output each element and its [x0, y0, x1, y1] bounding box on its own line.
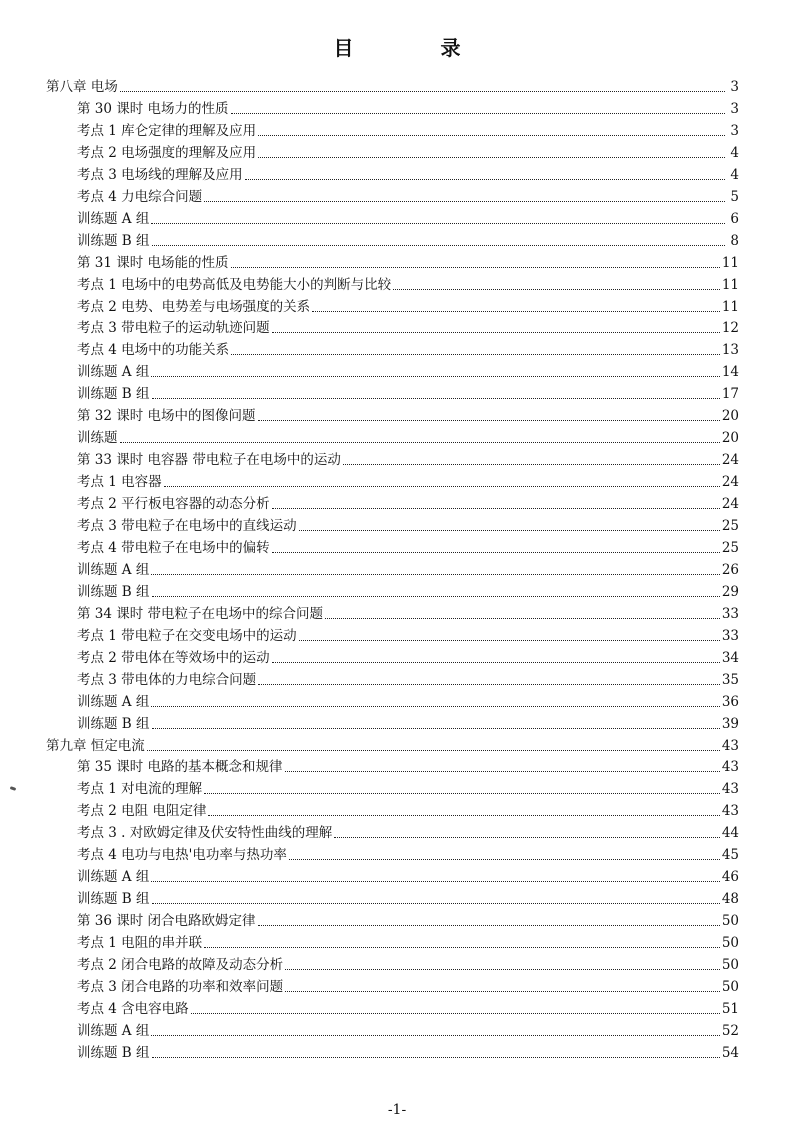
toc-entry-item	[77, 358, 739, 380]
toc-entry-label: 考点 1 电场中的电势高低及电势能大小的判断与比较	[77, 276, 392, 293]
toc-entry-page-number: 39	[721, 715, 739, 732]
toc-entry-page-number: 20	[721, 430, 739, 447]
toc-entry-item	[77, 556, 739, 578]
toc-dot-leader	[204, 947, 720, 948]
toc-entry-item	[77, 929, 739, 951]
toc-entry-label: 训练题	[77, 430, 118, 447]
toc-entry-item	[77, 161, 739, 183]
toc-entry-page-number: 48	[721, 891, 739, 908]
toc-dot-leader	[393, 289, 720, 290]
toc-entry-item	[77, 205, 739, 227]
toc-dot-leader	[299, 530, 720, 531]
toc-entry-label: 训练题 A 组	[77, 869, 150, 886]
toc-entry-label: 训练题 A 组	[77, 693, 150, 710]
toc-entry-page-number: 3	[730, 100, 739, 117]
toc-entry-page-number: 35	[721, 671, 739, 688]
toc-entry-label: 考点 3 闭合电路的功率和效率问题	[77, 978, 284, 995]
toc-dot-leader	[151, 881, 719, 882]
toc-dot-leader	[258, 925, 720, 926]
toc-entry-page-number: 3	[730, 122, 739, 139]
toc-entry-item	[77, 819, 739, 841]
toc-entry-label: 第九章 恒定电流	[46, 737, 145, 754]
toc-entry-item	[77, 293, 739, 315]
toc-entry-label: 训练题 B 组	[77, 232, 150, 249]
toc-entry-label: 训练题 A 组	[77, 1022, 150, 1039]
toc-dot-leader	[152, 596, 720, 597]
toc-entry-item	[77, 710, 739, 732]
toc-entry-item	[77, 183, 739, 205]
toc-entry-page-number: 50	[721, 913, 739, 930]
toc-dot-leader	[152, 1057, 720, 1058]
toc-entry-label: 考点 2 电阻 电阻定律	[77, 803, 207, 820]
toc-dot-leader	[312, 311, 720, 312]
toc-entry-label: 考点 2 电场强度的理解及应用	[77, 144, 257, 161]
toc-entry-label: 训练题 B 组	[77, 891, 150, 908]
toc-entry-item	[77, 227, 739, 249]
toc-entry-page-number: 24	[721, 496, 739, 513]
toc-entry-label: 第八章 电场	[46, 79, 118, 95]
toc-entry-page-number: 46	[721, 869, 739, 886]
toc-entry-item	[77, 973, 739, 995]
toc-dot-leader	[272, 552, 720, 553]
toc-entry-item	[77, 666, 739, 688]
toc-entry-page-number: 33	[721, 627, 739, 644]
toc-entry-lesson	[77, 249, 739, 271]
toc-entry-page-number: 20	[721, 408, 739, 425]
toc-entry-label: 第 32 课时 电场中的图像问题	[77, 408, 256, 425]
toc-entry-page-number: 52	[721, 1022, 739, 1039]
toc-dot-leader	[343, 464, 720, 465]
toc-entry-lesson	[77, 600, 739, 622]
toc-entry-item	[77, 644, 739, 666]
toc-dot-leader	[258, 157, 725, 158]
toc-entry-page-number: 12	[721, 320, 739, 337]
toc-dot-leader	[231, 113, 725, 114]
toc-entry-label: 考点 2 带电体在等效场中的运动	[77, 649, 270, 666]
toc-entry-page-number: 24	[721, 474, 739, 491]
toc-entry-page-number: 34	[721, 649, 739, 666]
toc-entry-item	[77, 336, 739, 358]
toc-dot-leader	[151, 1035, 719, 1036]
toc-entry-item	[77, 622, 739, 644]
toc-entry-page-number: 29	[721, 583, 739, 600]
toc-dot-leader	[272, 662, 720, 663]
toc-entry-label: 训练题 B 组	[77, 386, 150, 403]
toc-dot-leader	[299, 640, 720, 641]
toc-dot-leader	[272, 508, 720, 509]
toc-dot-leader	[152, 398, 720, 399]
toc-entry-label: 第 36 课时 闭合电路欧姆定律	[77, 913, 256, 930]
toc-dot-leader	[164, 486, 720, 487]
toc-entry-label: 第 31 课时 电场能的性质	[77, 254, 229, 271]
toc-dot-leader	[204, 201, 725, 202]
toc-dot-leader	[208, 815, 719, 816]
toc-entry-item	[77, 995, 739, 1017]
toc-dot-leader	[258, 684, 720, 685]
toc-entry-page-number: 50	[721, 957, 739, 973]
toc-entry-item	[77, 863, 739, 885]
toc-dot-leader	[258, 420, 720, 421]
toc-entry-page-number: 24	[721, 452, 739, 469]
toc-dot-leader	[151, 376, 719, 377]
toc-entry-chapter	[46, 73, 739, 95]
toc-entry-item	[77, 951, 739, 973]
toc-entry-page-number: 8	[730, 232, 739, 249]
toc-entry-item	[77, 534, 739, 556]
toc-entry-item	[77, 380, 739, 402]
toc-entry-chapter	[46, 732, 739, 754]
toc-entry-page-number: 43	[721, 759, 739, 776]
toc-entry-label: 训练题 B 组	[77, 715, 150, 732]
toc-entry-page-number: 54	[721, 1044, 739, 1061]
toc-dot-leader	[151, 574, 719, 575]
toc-entry-page-number: 11	[721, 276, 739, 293]
toc-entry-item	[77, 117, 739, 139]
toc-entry-page-number: 51	[721, 1000, 739, 1017]
toc-dot-leader	[231, 354, 720, 355]
toc-dot-leader	[272, 332, 720, 333]
toc-entry-page-number: 13	[721, 342, 739, 359]
toc-entry-page-number: 50	[721, 935, 739, 952]
toc-dot-leader	[152, 245, 725, 246]
scan-speck	[10, 786, 17, 791]
toc-dot-leader	[325, 618, 720, 619]
toc-entry-page-number: 25	[721, 539, 739, 556]
toc-dot-leader	[285, 991, 720, 992]
toc-entry-page-number: 45	[721, 847, 739, 864]
toc-entry-item	[77, 775, 739, 797]
toc-entry-page-number: 4	[730, 166, 739, 183]
toc-entry-item	[77, 490, 739, 512]
toc-dot-leader	[151, 706, 719, 707]
toc-entry-item	[77, 468, 739, 490]
toc-entry-label: 训练题 B 组	[77, 1044, 150, 1061]
toc-entry-page-number: 4	[730, 144, 739, 161]
toc-entry-item	[77, 314, 739, 336]
toc-entry-label: 考点 3 电场线的理解及应用	[77, 166, 243, 183]
toc-dot-leader	[191, 1013, 720, 1014]
toc-entry-label: 第 35 课时 电路的基本概念和规律	[77, 759, 283, 776]
toc-entry-item	[77, 512, 739, 534]
toc-dot-leader	[152, 728, 720, 729]
toc-entry-page-number: 3	[730, 79, 739, 95]
toc-dot-leader	[285, 969, 720, 970]
toc-dot-leader	[204, 793, 720, 794]
toc-entry-label: 考点 1 带电粒子在交变电场中的运动	[77, 627, 297, 644]
toc-entry-label: 考点 2 闭合电路的故障及动态分析	[77, 957, 284, 973]
toc-entry-page-number: 43	[721, 737, 739, 754]
toc-entry-page-number: 43	[721, 781, 739, 798]
toc-entry-label: 考点 4 电场中的功能关系	[77, 342, 230, 359]
toc-entry-label: 考点 4 含电容电路	[77, 1000, 189, 1017]
toc-entry-page-number: 14	[721, 364, 739, 381]
toc-entry-lesson	[77, 95, 739, 117]
toc-dot-leader	[147, 750, 720, 751]
toc-dot-leader	[231, 267, 720, 268]
toc-entry-page-number: 17	[721, 386, 739, 403]
toc-entry-label: 考点 3 带电粒子在电场中的直线运动	[77, 518, 297, 534]
toc-entry-label: 考点 1 库仑定律的理解及应用	[77, 122, 257, 139]
toc-entry-page-number: 25	[721, 518, 739, 534]
toc-entry-page-number: 44	[721, 825, 739, 842]
toc-dot-leader	[258, 135, 725, 136]
toc-entry-item	[77, 1039, 739, 1061]
toc-entry-item	[77, 688, 739, 710]
toc-dot-leader	[151, 223, 725, 224]
toc-entry-item	[77, 797, 739, 819]
toc-entry-label: 第 33 课时 电容器 带电粒子在电场中的运动	[77, 452, 341, 469]
toc-entry-lesson	[77, 907, 739, 929]
toc-entry-item	[77, 271, 739, 293]
toc-entry-lesson	[77, 753, 739, 775]
toc-dot-leader	[245, 179, 725, 180]
toc-dot-leader	[120, 91, 725, 92]
toc-entry-page-number: 5	[730, 188, 739, 205]
toc-entry-label: 第 30 课时 电场力的性质	[77, 100, 229, 117]
page-number-footer: -1-	[387, 1102, 407, 1118]
toc-entry-lesson	[77, 402, 739, 424]
toc-entry-label: 第 34 课时 带电粒子在电场中的综合问题	[77, 605, 324, 622]
toc-entry-page-number: 50	[721, 978, 739, 995]
toc-entry-page-number: 11	[721, 298, 739, 315]
toc-entry-label: 训练题 A 组	[77, 364, 150, 381]
toc-entry-item	[77, 578, 739, 600]
toc-entry-label: 考点 1 对电流的理解	[77, 781, 203, 798]
toc-entry-page-number: 26	[721, 561, 739, 578]
toc-entry-label: 考点 4 电功与电热'电功率与热功率	[77, 847, 287, 864]
toc-entry-label: 考点 1 电阻的串并联	[77, 935, 203, 952]
toc-entry-label: 考点 2 平行板电容器的动态分析	[77, 496, 270, 513]
toc-dot-leader	[289, 859, 720, 860]
toc-entry-label: 考点 3 带电粒子的运动轨迹问题	[77, 320, 270, 337]
toc-dot-leader	[120, 442, 720, 443]
toc-entry-item	[77, 885, 739, 907]
toc-entry-label: 训练题 A 组	[77, 561, 150, 578]
toc-entry-item	[77, 841, 739, 863]
toc-entry-page-number: 11	[721, 254, 739, 271]
toc-entry-page-number: 33	[721, 605, 739, 622]
toc-entry-label: 训练题 B 组	[77, 583, 150, 600]
toc-entry-item	[77, 139, 739, 161]
toc-dot-leader	[152, 903, 720, 904]
toc-entry-label: 考点 3 . 对欧姆定律及伏安特性曲线的理解	[77, 825, 333, 842]
toc-entry-lesson	[77, 446, 739, 468]
toc-entry-page-number: 43	[721, 803, 739, 820]
toc-entry-label: 考点 4 力电综合问题	[77, 188, 203, 205]
toc-entry-label: 考点 1 电容器	[77, 474, 162, 491]
toc-dot-leader	[334, 837, 720, 838]
toc-entry-page-number: 6	[730, 210, 739, 227]
toc-entry-page-number: 36	[721, 693, 739, 710]
toc-dot-leader	[285, 771, 720, 772]
toc-entry-item	[77, 424, 739, 446]
toc-entry-label: 考点 4 带电粒子在电场中的偏转	[77, 539, 270, 556]
toc-entry-label: 训练题 A 组	[77, 210, 150, 227]
toc-entry-label: 考点 2 电势、电势差与电场强度的关系	[77, 298, 311, 315]
page-title: 目 录	[333, 36, 501, 60]
toc-entry-label: 考点 3 带电体的力电综合问题	[77, 671, 257, 688]
toc-entry-item	[77, 1017, 739, 1039]
